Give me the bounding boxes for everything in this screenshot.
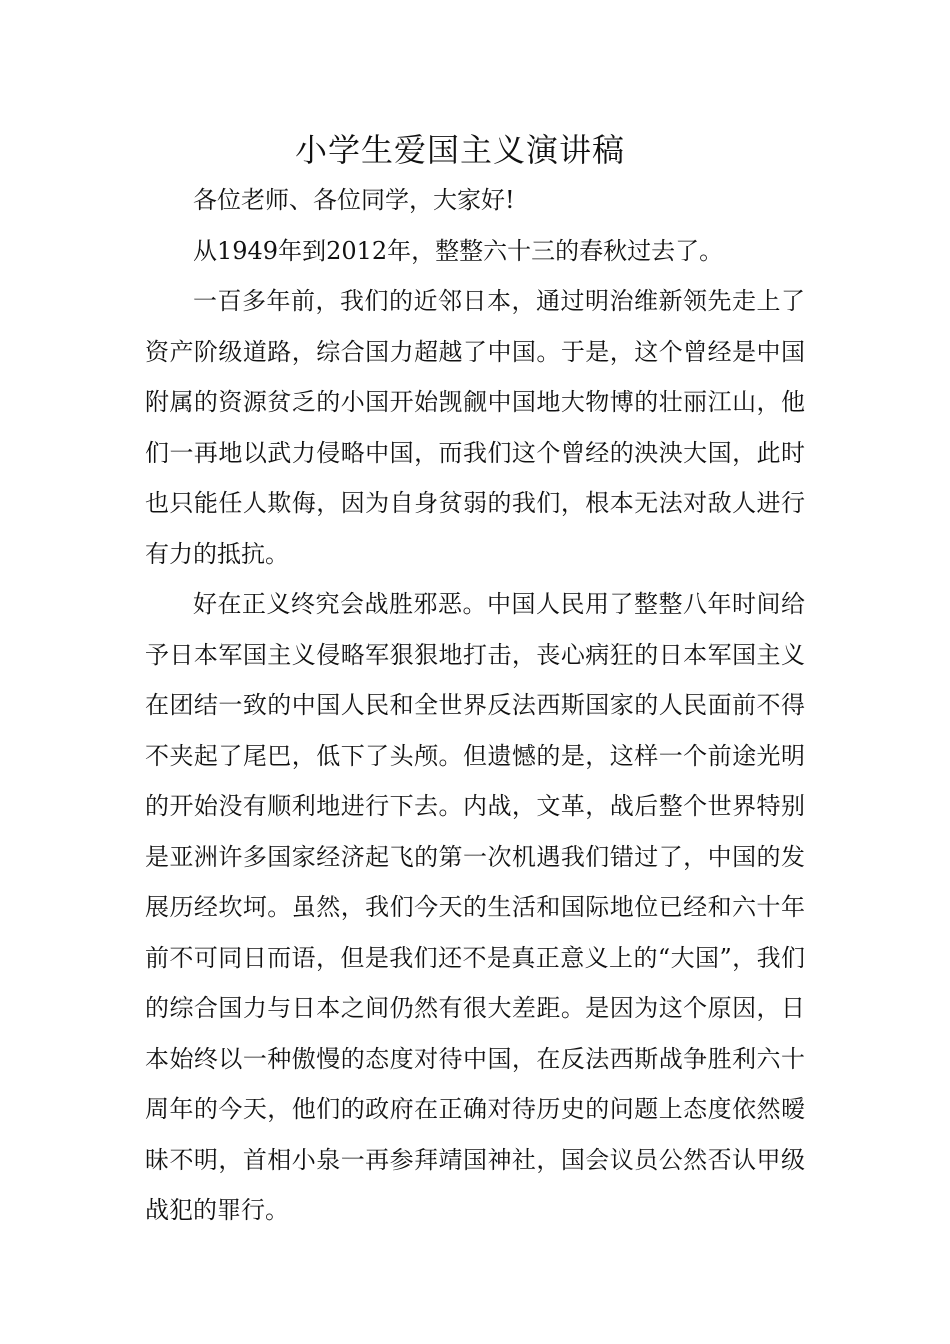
paragraph-time-span: 从1949年到2012年，整整六十三的春秋过去了。 (193, 236, 724, 265)
paragraph-justice: 好在正义终究会战胜邪恶。中国人民用了整整八年时间给予日本军国主义侵略军狠狠地打击，丧心病狂的日本军国主义在团结一致的中国人民和全世界反法西斯国家的人民面前不得不夹起了尾巴，低下了头颅。但遗憾的是，这样一个前途光明的开始没有顺利地进行下去。内战，文革，战后整个世界特别是亚洲许多国家经济起飞的第一次机遇我们错过了，中国的发展历经坎坷。虽然，我们今天的生活和国际地位已经和六十年前不可同日而语，但是我们还不是真正意义上的“大国”，我们的综合国力与日本之间仍然有很大差距。是因为这个原因，日本始终以一种傲慢的态度对待中国，在反法西斯战争胜利六十周年的今天，他们的政府在正确对待历史的问题上态度依然暧昧不明，首相小泉一再参拜靖国神社，国会议员公然否认甲级战犯的罪行。 (145, 590, 805, 1224)
paragraph-history: 一百多年前，我们的近邻日本，通过明治维新领先走上了资产阶级道路，综合国力超越了中国。于是，这个曾经是中国附属的资源贫乏的小国开始觊觎中国地大物博的壮丽江山，他们一再地以武力侵略中国，而我们这个曾经的泱泱大国，此时也只能任人欺侮，因为自身贫弱的我们，根本无法对敌人进行有力的抵抗。 (145, 287, 805, 568)
document-title: 小学生爱国主义演讲稿 (294, 131, 625, 169)
paragraph-greeting: 各位老师、各位同学，大家好! (193, 186, 515, 214)
document-body (145, 175, 805, 1236)
